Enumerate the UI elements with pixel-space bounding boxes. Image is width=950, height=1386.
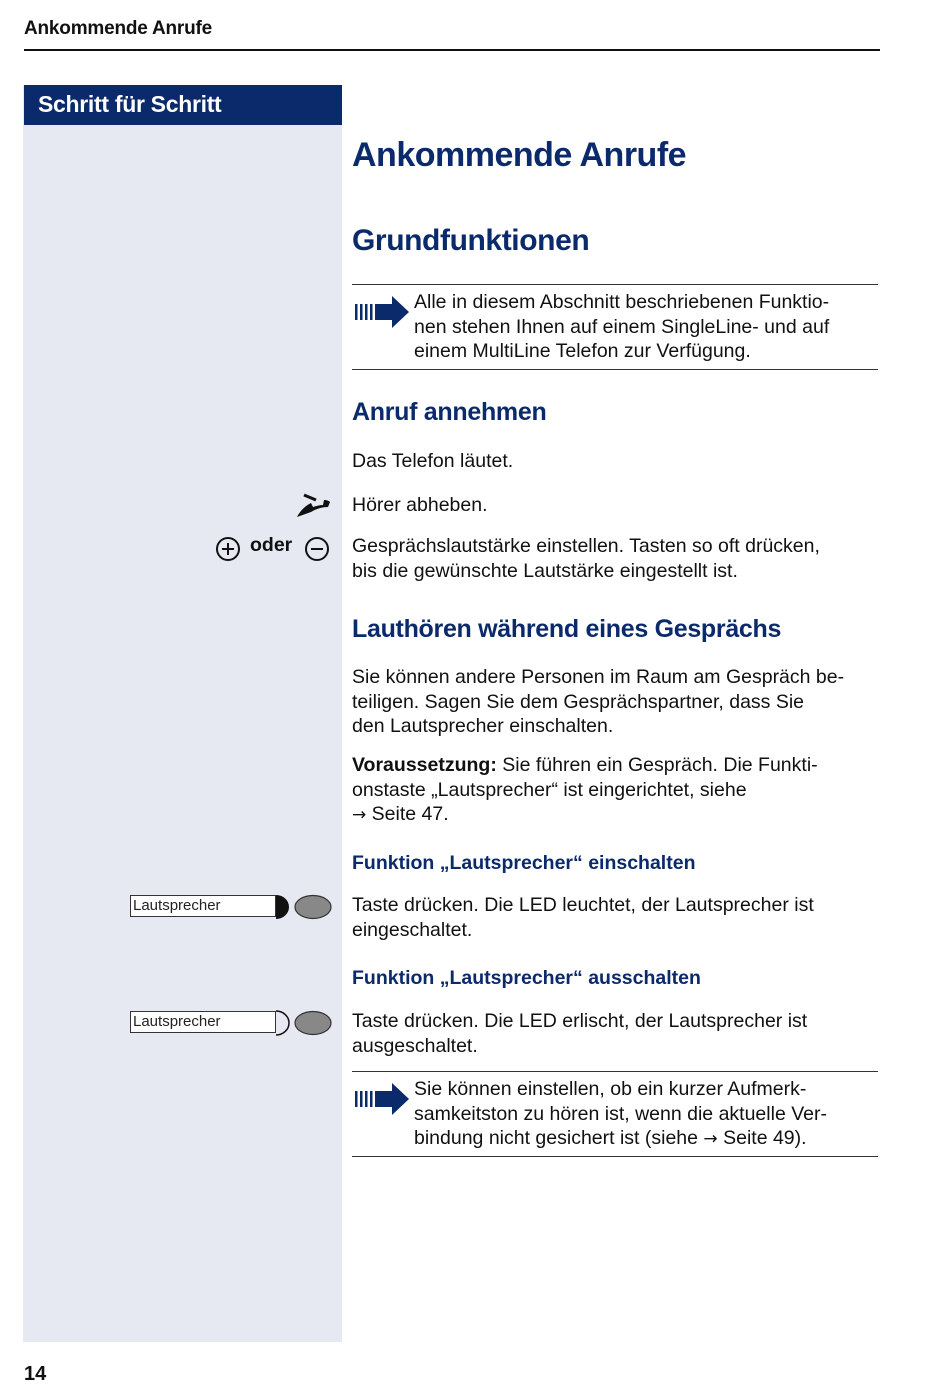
volume-or-label: oder [250,534,293,556]
text-line: Gesprächslautstärke einstellen. Tasten so oft drücken, [352,535,820,557]
header-rule [24,49,880,51]
note-box [352,1071,878,1157]
speaker-key-button[interactable]: Lautsprecher [130,895,276,917]
note-line: bindung nicht gesichert ist (siehe → Seite 49). [414,1127,807,1149]
speaker-key-button[interactable]: Lautsprecher [130,1011,276,1033]
note-text [414,290,829,364]
text-lauthoeren-intro [352,665,879,739]
text-line: eingeschaltet. [352,918,473,941]
text-volume [352,534,879,583]
text-line: ausgeschaltet. [352,1034,478,1057]
page-link[interactable]: → Seite 49). [703,1127,807,1149]
section-title: Grundfunktionen [352,224,590,257]
text-line: Taste drücken. Die LED erlischt, der Lautsprecher ist [352,1010,808,1032]
arrow-right-icon: → [703,1129,718,1149]
sidebar-title: Schritt für Schritt [24,85,342,125]
note-line: nen stehen Ihnen auf einem SingleLine- und auf [414,315,830,338]
text-line: den Lautsprecher einschalten. [352,715,614,737]
text-line: bis die gewünschte Lautstärke eingestellt ist. [352,559,738,582]
text-handset: Hörer abheben. [352,494,488,516]
led-icon [276,1010,334,1036]
sidebar-column [23,85,342,1342]
minus-circle-icon [304,536,330,562]
text-line: Taste drücken. Die LED leuchtet, der Lautsprecher ist [352,894,814,916]
text-line: onstaste „Lautsprecher“ ist eingerichtet, siehe [352,778,747,801]
page-number: 14 [24,1363,47,1385]
text-line: Sie können andere Personen im Raum am Gespräch be- [352,666,845,688]
arrow-right-icon: → [352,805,367,825]
note-line: Alle in diesem Abschnitt beschriebenen Funktio- [414,291,830,313]
text-line: teiligen. Sagen Sie dem Gesprächspartner, dass Sie [352,690,805,713]
text-speaker-off [352,1009,879,1058]
page-title: Ankommende Anrufe [352,136,687,174]
text-line: Voraussetzung: Sie führen ein Gespräch. Die Funkti- [352,754,818,776]
note-arrow-icon [354,295,410,329]
text-speaker-on [352,893,879,942]
note-line: Sie können einstellen, ob ein kurzer Aufmerk- [414,1078,807,1100]
note-arrow-icon [354,1082,410,1116]
note-line: samkeitston zu hören ist, wenn die aktuelle Ver- [414,1102,827,1125]
heading-lauthoeren: Lauthören während eines Gesprächs [352,615,782,643]
text-prerequisite [352,753,879,828]
note-box [352,284,878,370]
running-header: Ankommende Anrufe [24,18,213,39]
note-text [414,1077,827,1152]
heading-speaker-off: Funktion „Lautsprecher“ ausschalten [352,967,701,989]
text-ringing: Das Telefon läutet. [352,450,514,472]
plus-circle-icon [215,536,241,562]
led-icon [276,894,334,920]
note-line: einem MultiLine Telefon zur Verfügung. [414,340,751,362]
heading-speaker-on: Funktion „Lautsprecher“ einschalten [352,852,696,874]
page-link[interactable]: → Seite 47. [352,803,449,825]
heading-anruf-annehmen: Anruf annehmen [352,398,547,426]
prereq-label: Voraussetzung: [352,754,497,776]
handset-icon [294,492,332,522]
